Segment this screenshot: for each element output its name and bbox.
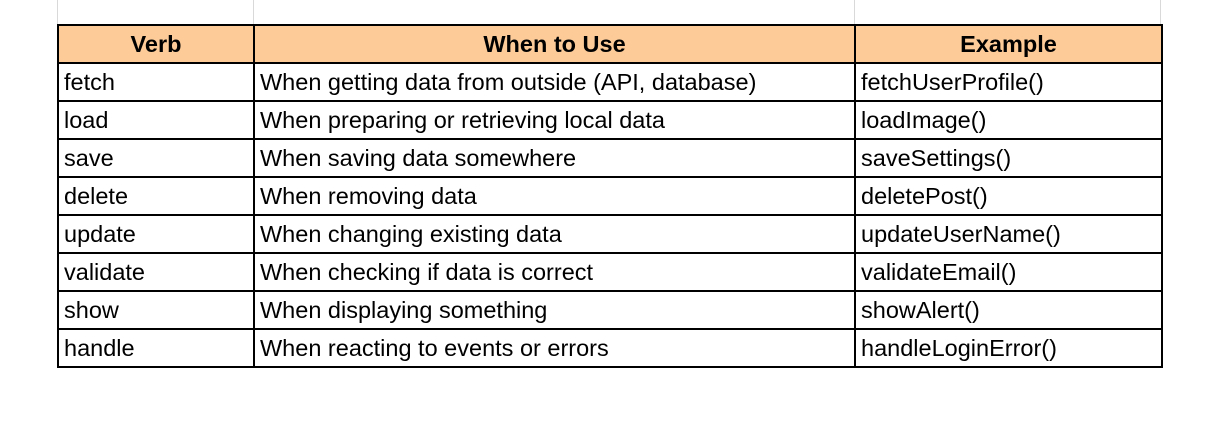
cell-example[interactable]: deletePost() (855, 177, 1162, 215)
table-row (58, 101, 1162, 139)
cell-when-to-use[interactable]: When changing existing data (254, 215, 855, 253)
sheet-gridline-col-b (253, 0, 254, 24)
cell-example[interactable]: fetchUserProfile() (855, 63, 1162, 101)
cell-when-to-use[interactable]: When checking if data is correct (254, 253, 855, 291)
table-row (58, 215, 1162, 253)
cell-when-to-use[interactable]: When preparing or retrieving local data (254, 101, 855, 139)
cell-verb[interactable]: load (58, 101, 254, 139)
cell-when-to-use[interactable]: When getting data from outside (API, database) (254, 63, 855, 101)
cell-example[interactable]: updateUserName() (855, 215, 1162, 253)
table-row (58, 253, 1162, 291)
cell-example[interactable]: showAlert() (855, 291, 1162, 329)
cell-example[interactable]: handleLoginError() (855, 329, 1162, 367)
sheet-gridline-col-d (1160, 0, 1161, 24)
table-row (58, 63, 1162, 101)
table-header-row (58, 25, 1162, 63)
table-row (58, 291, 1162, 329)
cell-verb[interactable]: update (58, 215, 254, 253)
table-row (58, 329, 1162, 367)
table-row (58, 177, 1162, 215)
header-example[interactable]: Example (855, 25, 1162, 63)
sheet-gridline-col-c (854, 0, 855, 24)
header-when-to-use[interactable]: When to Use (254, 25, 855, 63)
cell-example[interactable]: saveSettings() (855, 139, 1162, 177)
table-row (58, 139, 1162, 177)
cell-when-to-use[interactable]: When reacting to events or errors (254, 329, 855, 367)
header-verb[interactable]: Verb (58, 25, 254, 63)
cell-verb[interactable]: show (58, 291, 254, 329)
cell-verb[interactable]: delete (58, 177, 254, 215)
sheet-gridline-col-a (57, 0, 58, 24)
cell-when-to-use[interactable]: When removing data (254, 177, 855, 215)
cell-when-to-use[interactable]: When saving data somewhere (254, 139, 855, 177)
cell-verb[interactable]: save (58, 139, 254, 177)
cell-when-to-use[interactable]: When displaying something (254, 291, 855, 329)
cell-verb[interactable]: fetch (58, 63, 254, 101)
cell-verb[interactable]: handle (58, 329, 254, 367)
cell-verb[interactable]: validate (58, 253, 254, 291)
cell-example[interactable]: validateEmail() (855, 253, 1162, 291)
verb-naming-table (57, 24, 1163, 368)
cell-example[interactable]: loadImage() (855, 101, 1162, 139)
